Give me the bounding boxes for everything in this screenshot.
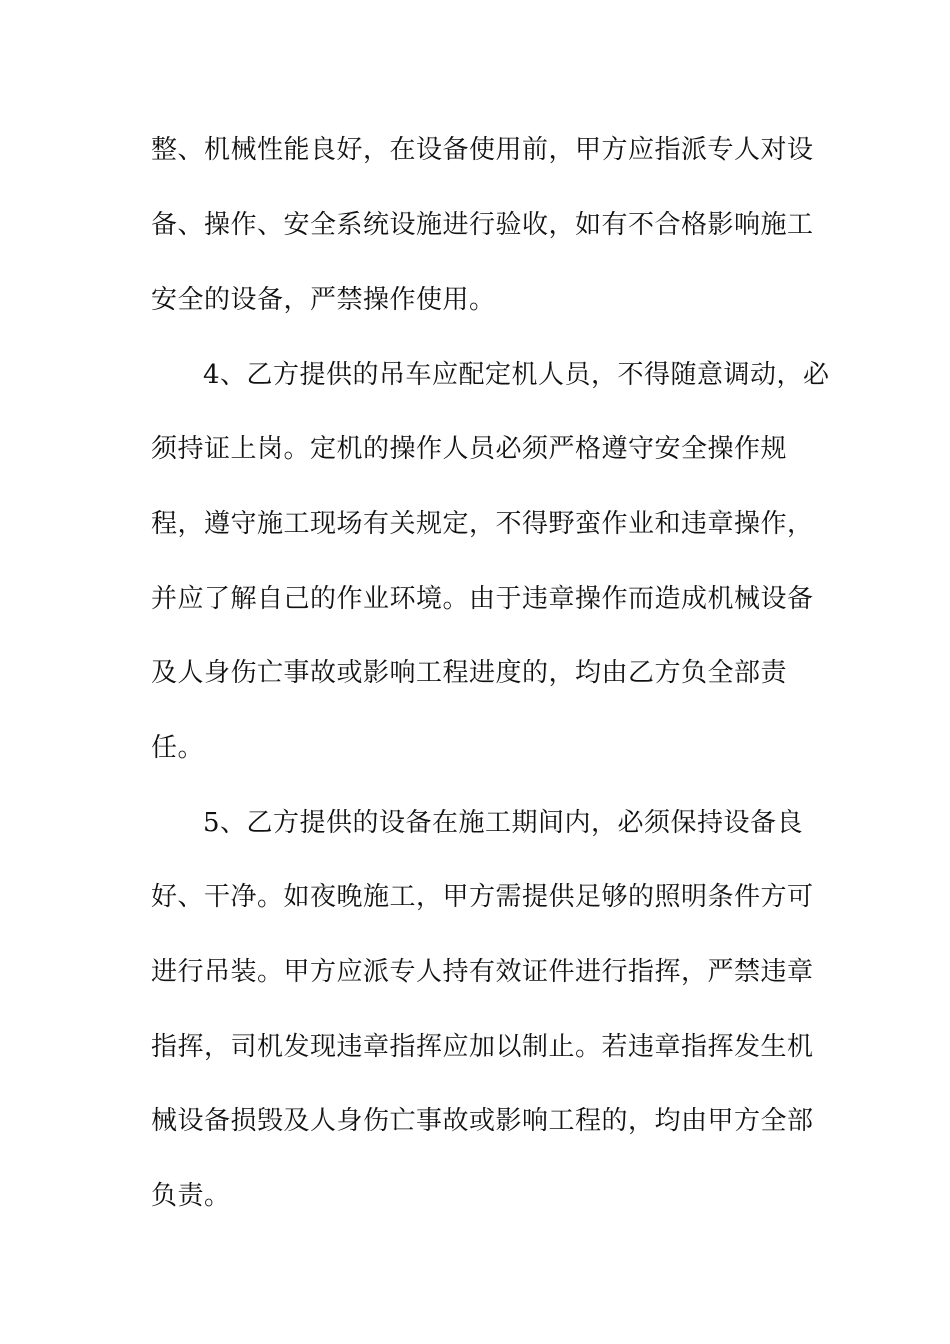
text-line: 备、操作、安全系统设施进行验收，如有不合格影响施工 bbox=[151, 210, 814, 240]
text-line: 械设备损毁及人身伤亡事故或影响工程的，均由甲方全部 bbox=[151, 1106, 814, 1136]
text-line: 进行吊装。甲方应派专人持有效证件进行指挥，严禁违章 bbox=[151, 957, 814, 987]
paragraph-start-line: 4、乙方提供的吊车应配定机人员，不得随意调动，必 bbox=[203, 360, 830, 390]
text-line: 并应了解自己的作业环境。由于违章操作而造成机械设备 bbox=[151, 584, 814, 614]
text-line: 安全的设备，严禁操作使用。 bbox=[151, 285, 496, 315]
text-line: 任。 bbox=[151, 733, 205, 763]
text-line: 负责。 bbox=[151, 1181, 231, 1211]
text-line: 好、干净。如夜晚施工，甲方需提供足够的照明条件方可 bbox=[151, 882, 814, 912]
text-line: 须持证上岗。定机的操作人员必须严格遵守安全操作规 bbox=[151, 434, 788, 464]
text-line: 整、机械性能良好，在设备使用前，甲方应指派专人对设 bbox=[151, 135, 814, 165]
paragraph-start-line: 5、乙方提供的设备在施工期间内，必须保持设备良 bbox=[203, 808, 804, 838]
text-line: 指挥，司机发现违章指挥应加以制止。若违章指挥发生机 bbox=[151, 1032, 814, 1062]
text-line: 程，遵守施工现场有关规定，不得野蛮作业和违章操作， bbox=[151, 509, 814, 539]
text-line: 及人身伤亡事故或影响工程进度的，均由乙方负全部责 bbox=[151, 658, 788, 688]
